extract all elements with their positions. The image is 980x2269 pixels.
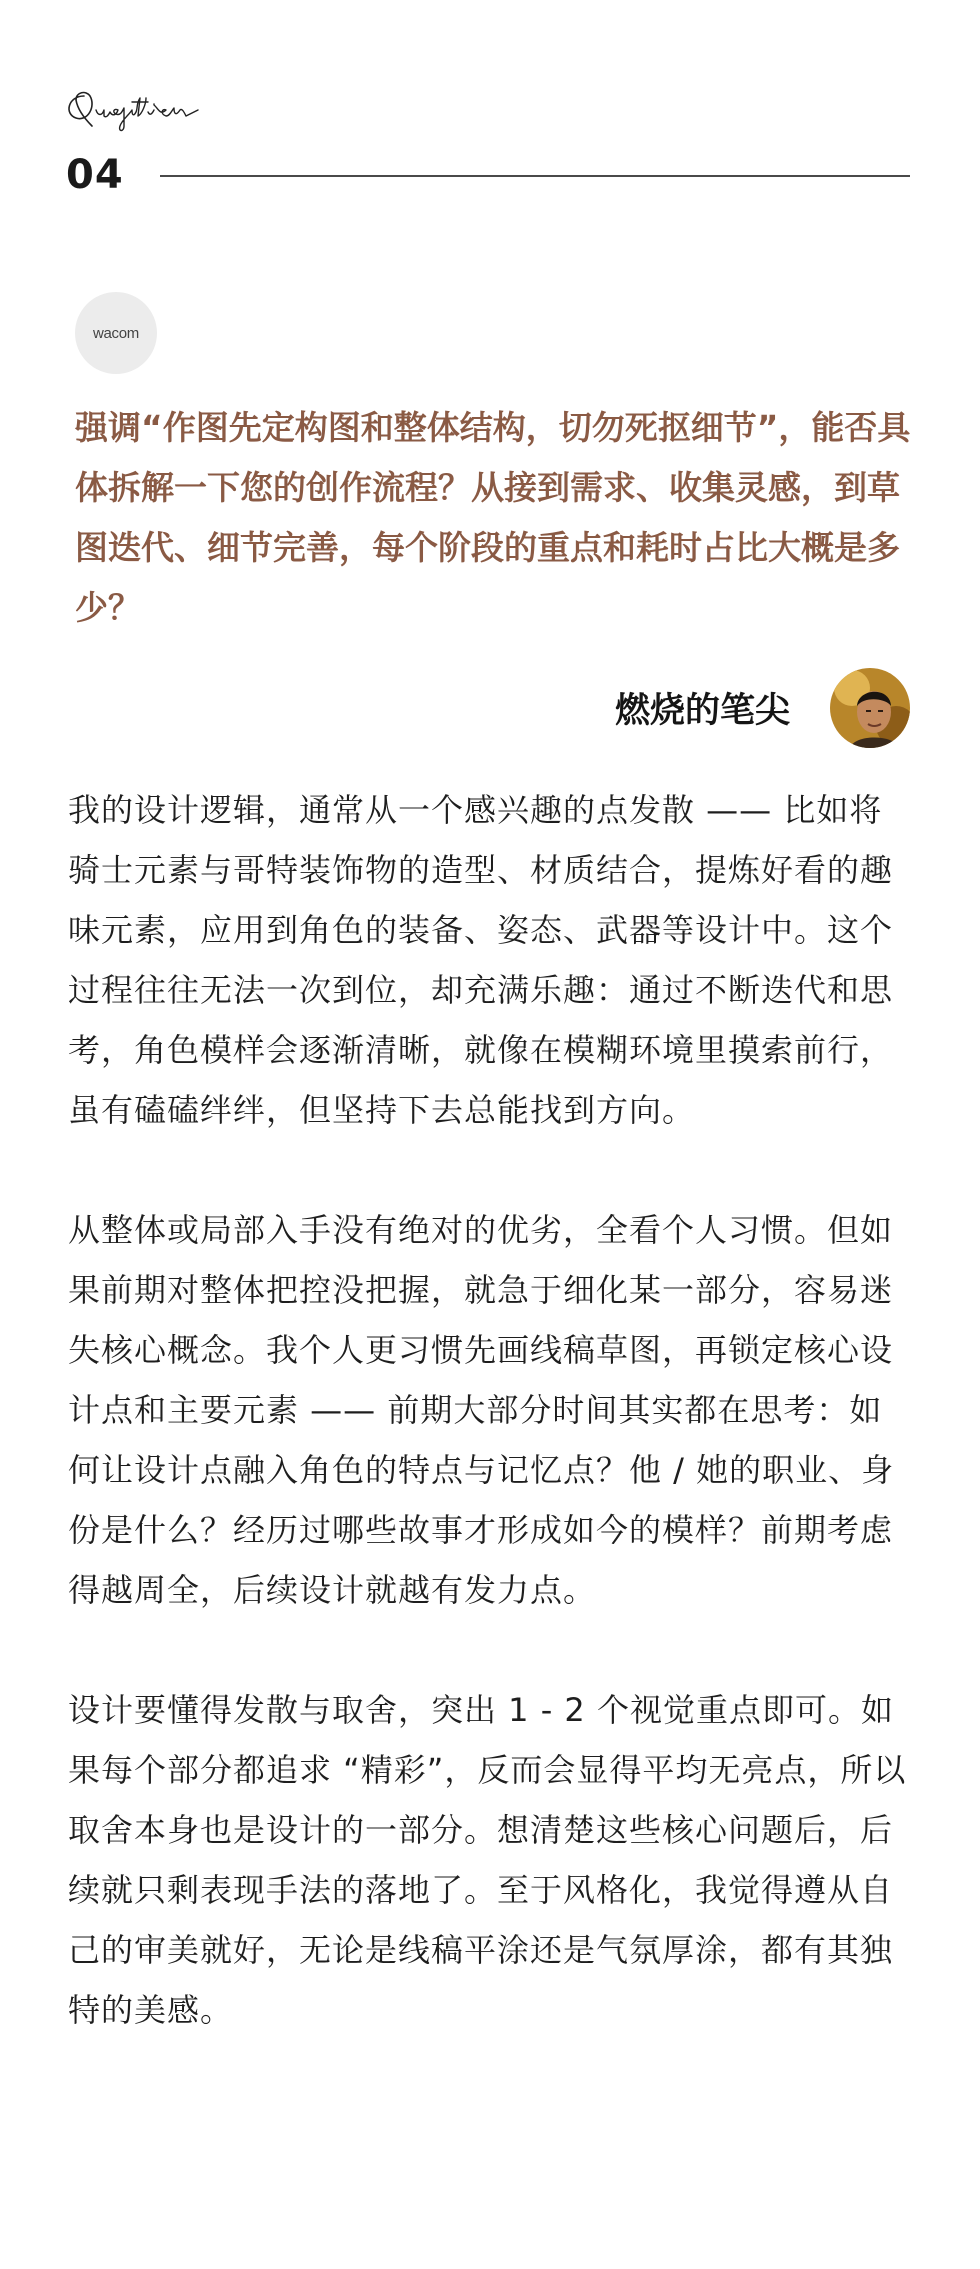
- avatar-portrait-icon: [830, 668, 910, 748]
- question-script-title: [62, 82, 222, 138]
- logo-text: wacom: [92, 324, 139, 342]
- answer-paragraph-1: 我的设计逻辑，通常从一个感兴趣的点发散 —— 比如将骑士元素与哥特装饰物的造型、材质结合，提炼好看的趣味元素，应用到角色的装备、姿态、武器等设计中。这个过程往往无法一次到位，却充满乐趣：通过不断迭代和思考，角色模样会逐渐清晰，就像在模糊环境里摸索前行，虽有磕磕绊绊，但坚持下去总能找到方向。: [68, 791, 894, 1129]
- wacom-logo: [75, 292, 157, 374]
- avatar: [830, 668, 910, 748]
- question-number: 04: [66, 152, 124, 198]
- answer-paragraph-3: 设计要懂得发散与取舍，突出 1 - 2 个视觉重点即可。如果每个部分都追求 “精彩”，反而会显得平均无亮点，所以取舍本身也是设计的一部分。想清楚这些核心问题后，后续就只剩表现手法的落地了。至于风格化，我觉得遵从自己的审美就好，无论是线稿平涂还是气氛厚涂，都有其独特的美感。: [68, 1691, 907, 2029]
- answerer-name: 燃烧的笔尖: [614, 691, 790, 731]
- question-text: 强调“作图先定构图和整体结构，切勿死抠细节”，能否具体拆解一下您的创作流程？从接到需求、收集灵感，到草图迭代、细节完善，每个阶段的重点和耗时占比大概是多少？: [75, 408, 911, 627]
- answer-body: [68, 780, 913, 2100]
- answer-paragraph-2: 从整体或局部入手没有绝对的优劣，全看个人习惯。但如果前期对整体把控没把握，就急于细化某一部分，容易迷失核心概念。我个人更习惯先画线稿草图，再锁定核心设计点和主要元素 —— 前期大部分时间其实都在思考：如何让设计点融入角色的特点与记忆点？他 / 她的职业、身份是什么？经历过哪些故事才形成如今的模样？前期考虑得越周全，后续设计就越有发力点。: [68, 1211, 895, 1609]
- header-divider: [160, 175, 910, 177]
- answerer: [615, 668, 910, 748]
